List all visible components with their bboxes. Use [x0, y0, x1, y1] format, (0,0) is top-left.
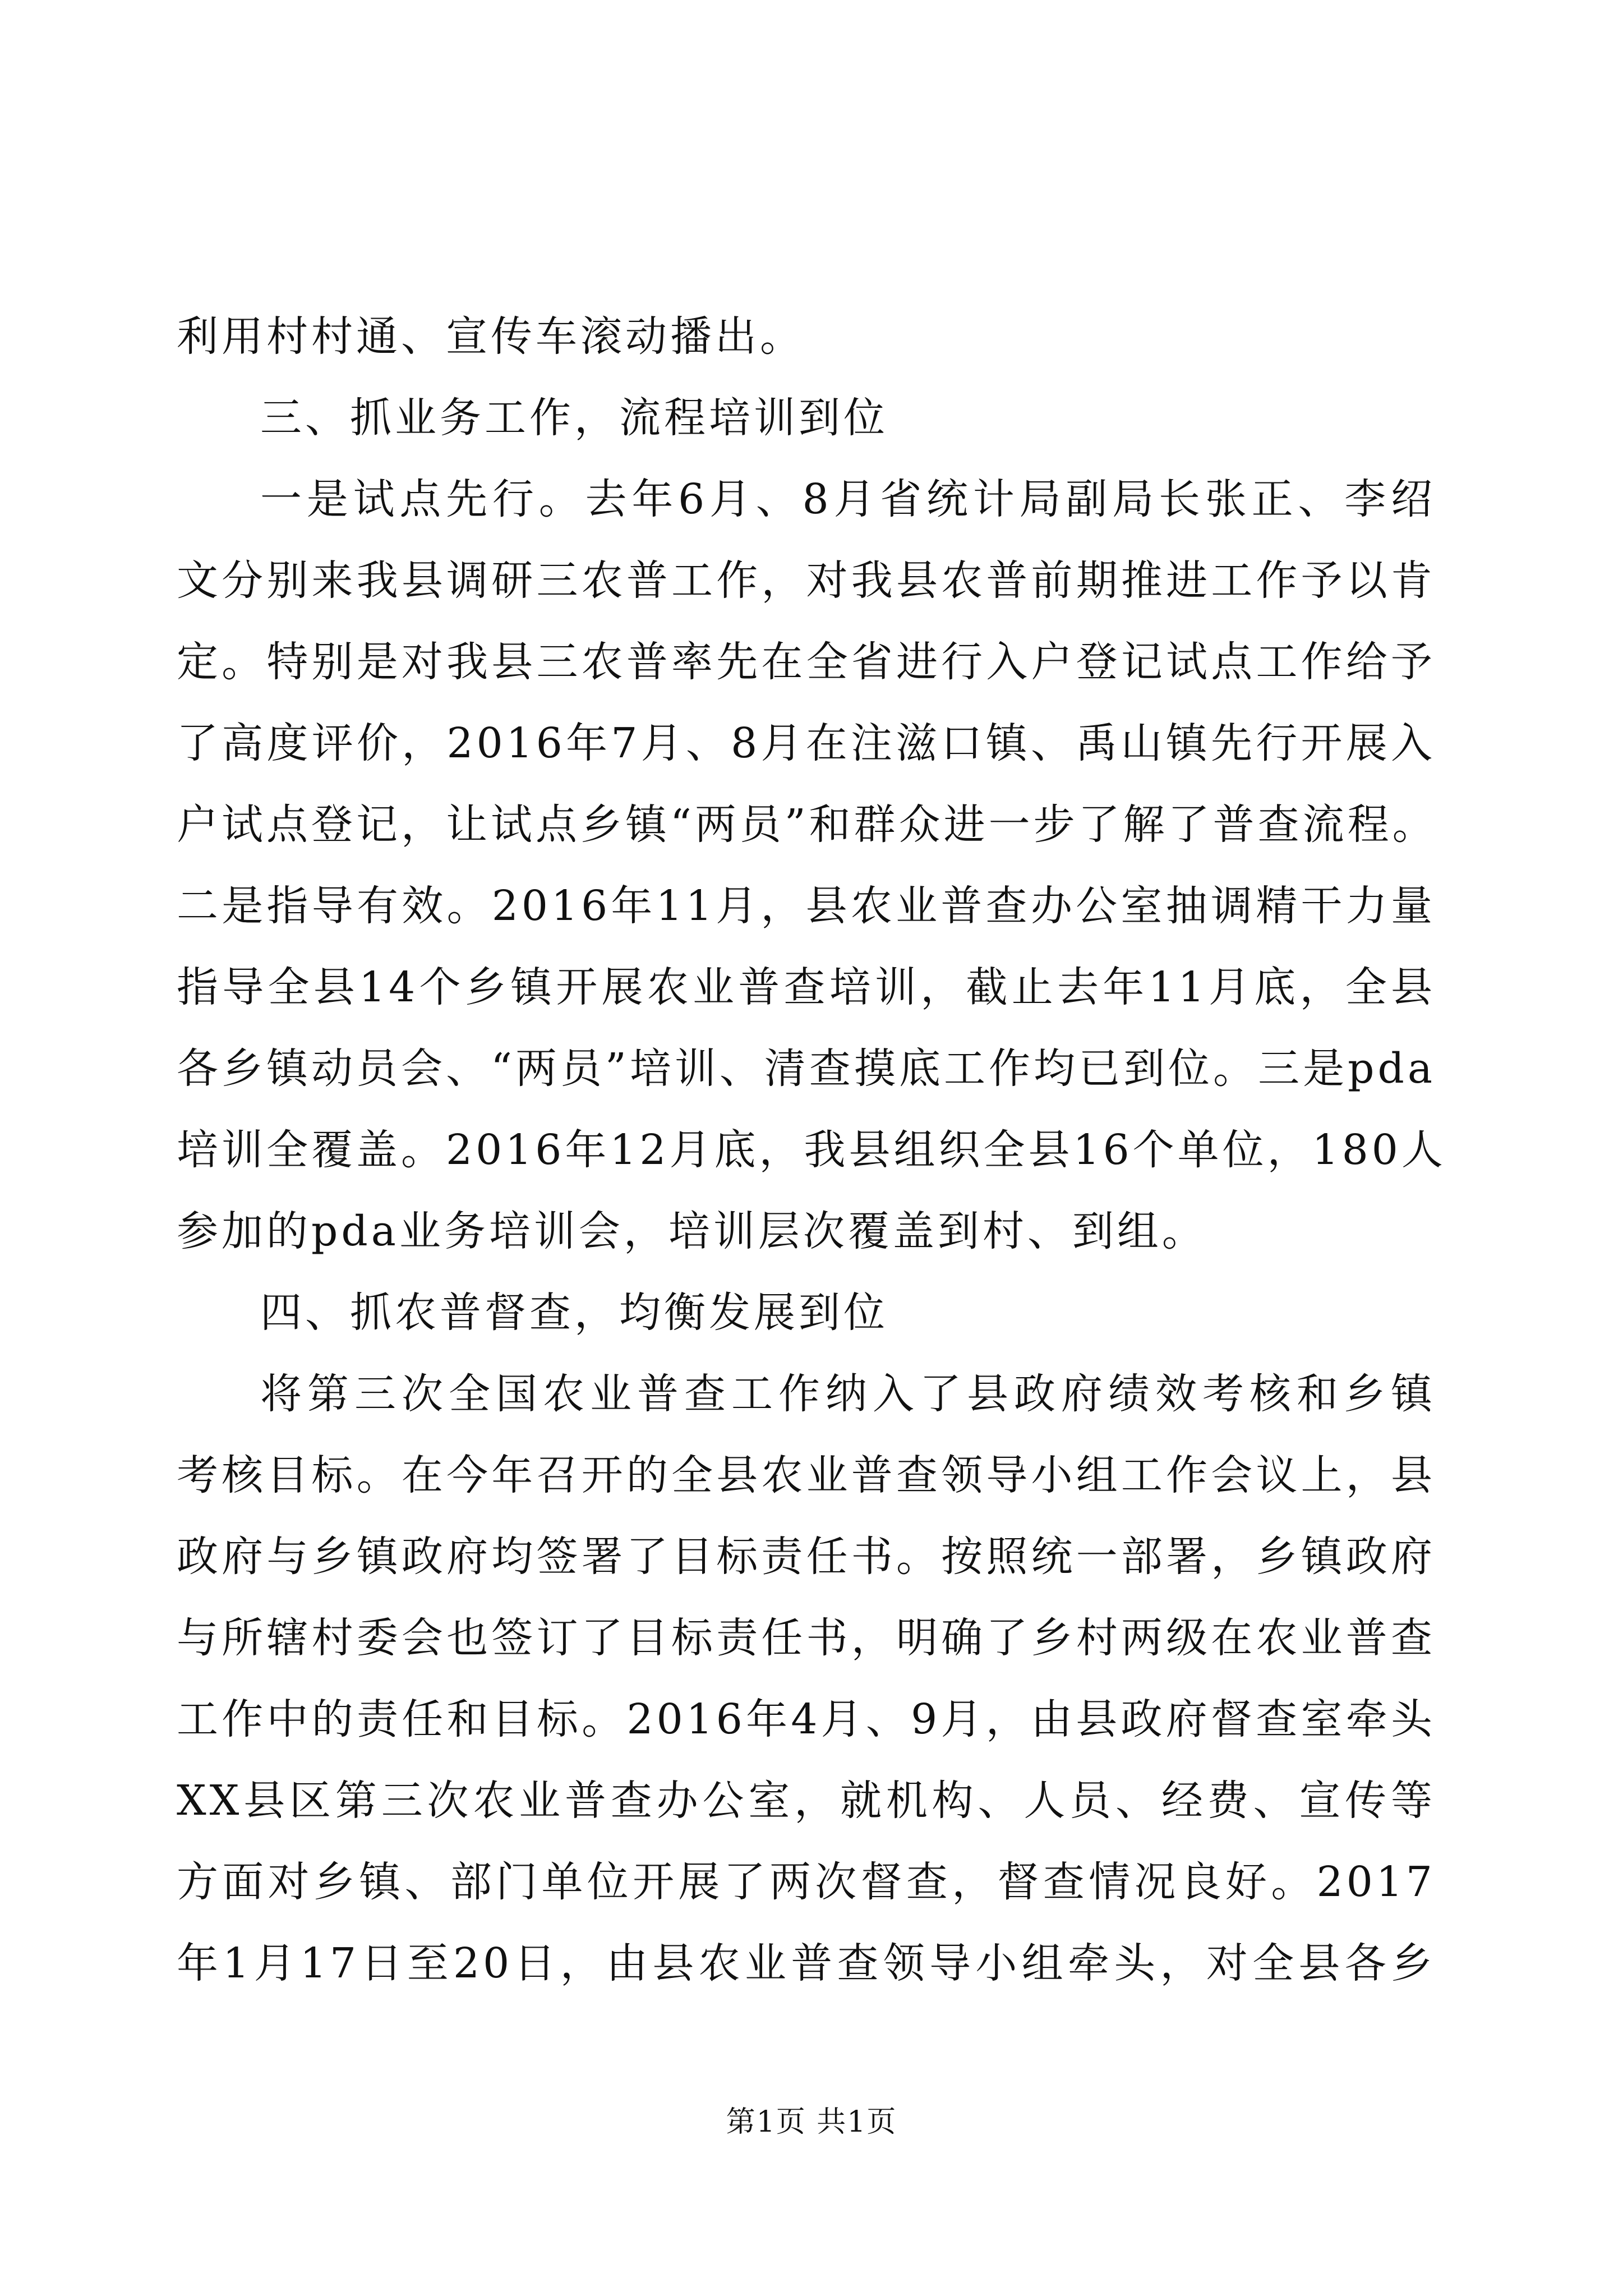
- text-line: 与所辖村委会也签订了目标责任书，明确了乡村两级在农业普查: [177, 1614, 1436, 1662]
- text-line: 各乡镇动员会、“两员”培训、清查摸底工作均已到位。三是pda: [177, 1045, 1436, 1093]
- page-number-footer: 第1页 共1页: [726, 2105, 897, 2139]
- text-line: 了高度评价，2016年7月、8月在注滋口镇、禹山镇先行开展入: [177, 719, 1436, 767]
- text-line: 定。特别是对我县三农普率先在全省进行入户登记试点工作给予: [177, 638, 1436, 686]
- text-line: 方面对乡镇、部门单位开展了两次督查，督查情况良好。2017: [177, 1858, 1436, 1906]
- text-line: 年1月17日至20日，由县农业普查领导小组牵头，对全县各乡: [177, 1939, 1436, 1987]
- text-line: 指导全县14个乡镇开展农业普查培训，截止去年11月底，全县: [177, 963, 1436, 1011]
- text-line: 考核目标。在今年召开的全县农业普查领导小组工作会议上，县: [177, 1451, 1436, 1499]
- section-heading: 三、抓业务工作，流程培训到位: [260, 394, 888, 442]
- text-line: 培训全覆盖。2016年12月底，我县组织全县16个单位，180人: [177, 1126, 1446, 1174]
- text-line: 二是指导有效。2016年11月，县农业普查办公室抽调精干力量: [177, 882, 1436, 930]
- text-line: 政府与乡镇政府均签署了目标责任书。按照统一部署，乡镇政府: [177, 1533, 1436, 1581]
- text-line: XX县区第三次农业普查办公室，就机构、人员、经费、宣传等: [177, 1777, 1436, 1825]
- text-line: 户试点登记，让试点乡镇“两员”和群众进一步了解了普查流程。: [177, 800, 1437, 849]
- section-heading: 四、抓农普督查，均衡发展到位: [260, 1289, 888, 1337]
- text-line: 工作中的责任和目标。2016年4月、9月，由县政府督查室牵头: [177, 1695, 1436, 1743]
- text-line: 利用村村通、宣传车滚动播出。: [177, 312, 805, 361]
- text-line: 一是试点先行。去年6月、8月省统计局副局长张正、李绍: [260, 475, 1436, 523]
- text-line: 参加的pda业务培训会，培训层次覆盖到村、到组。: [177, 1207, 1207, 1255]
- text-line: 文分别来我县调研三农普工作，对我县农普前期推进工作予以肯: [177, 556, 1436, 605]
- text-line: 将第三次全国农业普查工作纳入了县政府绩效考核和乡镇: [260, 1370, 1436, 1418]
